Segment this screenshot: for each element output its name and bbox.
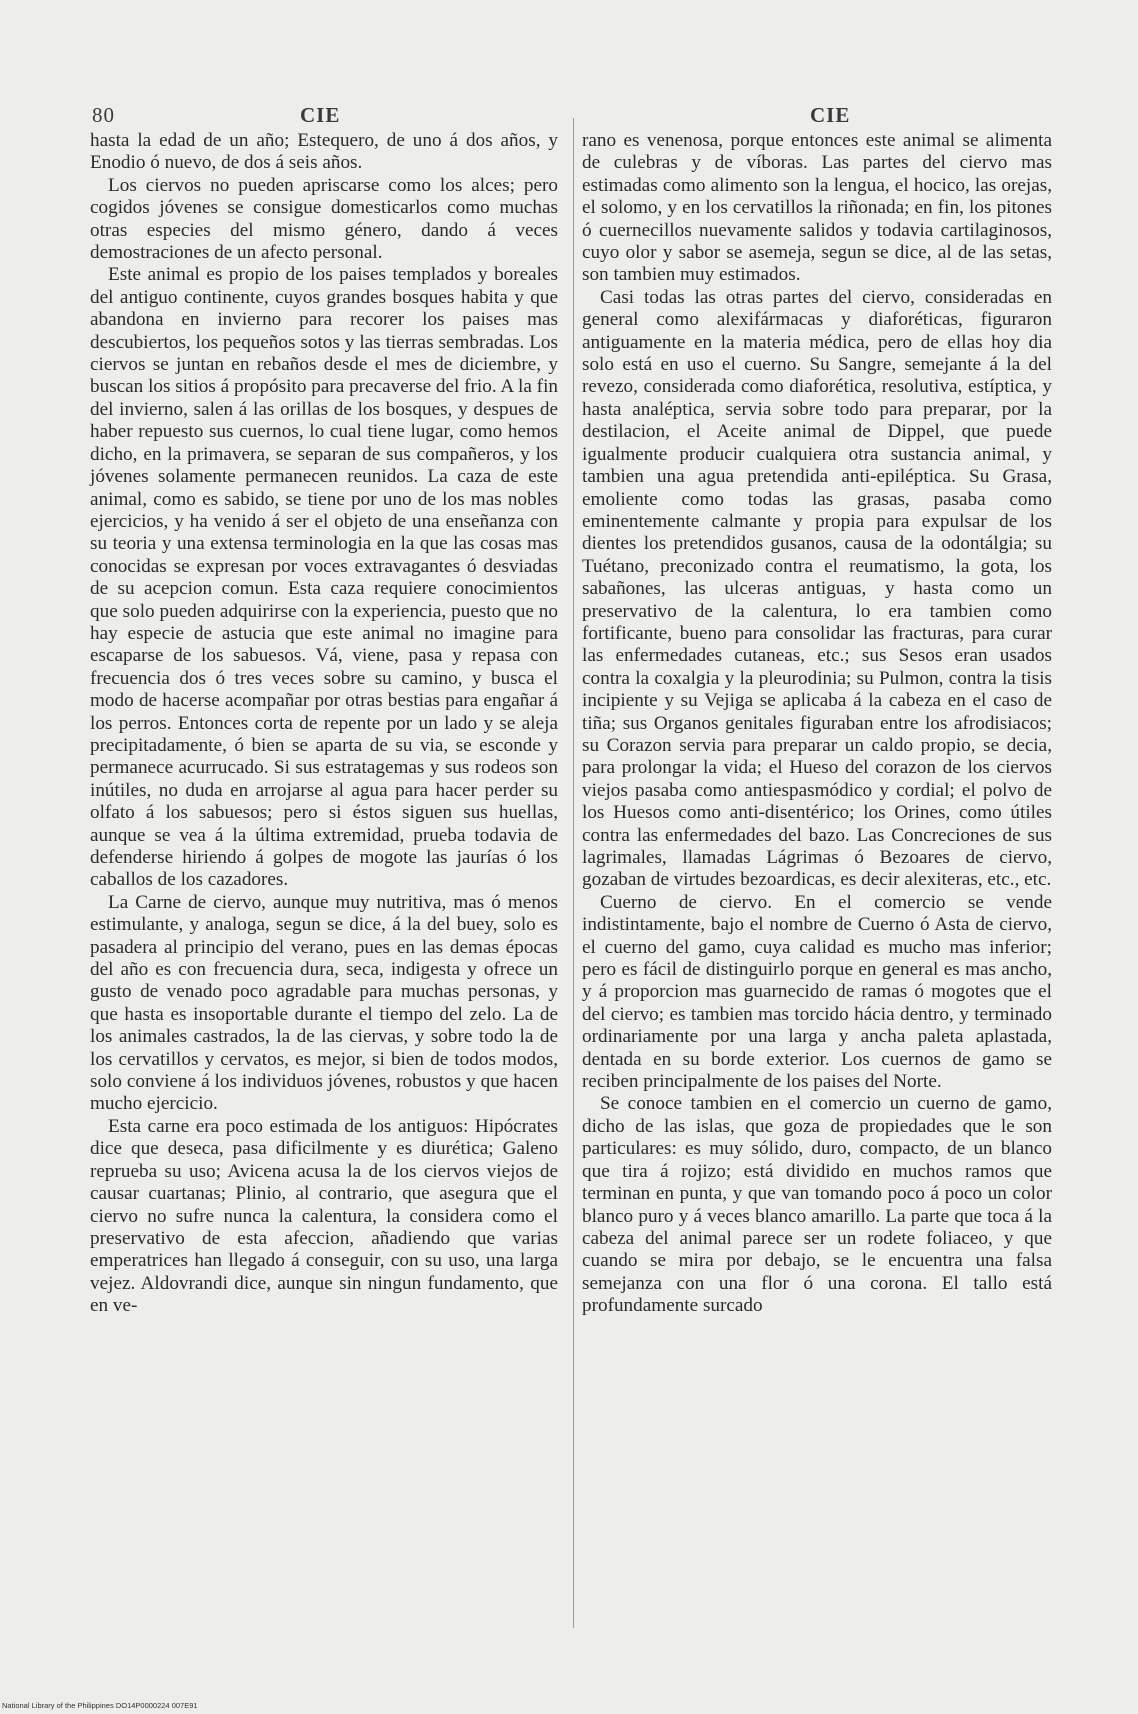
- left-column: [90, 130, 558, 1318]
- page-number: 80: [92, 103, 115, 127]
- right-column: [582, 130, 1052, 1318]
- running-head-left: CIE: [300, 103, 341, 127]
- digitization-footer: National Library of the Philippines DO14P0000224 007E91: [2, 1701, 198, 1710]
- paragraph: Casi todas las otras partes del ciervo, consideradas en general como alexifármacas y diaforéticas, figuraron antiguamente en la materia médica, pero de ellas hoy dia solo está en uso el cuerno. Su Sangre, semejante á la del revezo, considerada como diaforética, resolutiva, estíptica, y hasta analéptica, servia sobre todo para preparar, por la destilacion, el Aceite animal de Dippel, que puede igualmente producir cualquiera otra sustancia animal, y tambien una agua pretendida anti-epiléptica. Su Grasa, emoliente como todas las grasas, pasaba como eminentemente calmante y propia para expulsar de los dientes los pretendidos gusanos, causa de la odontálgia; su Tuétano, preconizado contra el reumatismo, la gota, los sabañones, las ulceras antiguas, y hasta como un preservativo de la calentura, lo era tambien como fortificante, bueno para consolidar las fracturas, para curar las enfermedades cutaneas, etc.; sus Sesos eran usados contra la coxalgia y la pleurodinia; su Pulmon, contra la tisis incipiente y su Vejiga se aplicaba á la cabeza en el caso de tiña; sus Organos genitales figuraban entre los afrodisiacos; su Corazon servia para preparar un caldo propio, se decia, para prolongar la vida; el Hueso del corazon de los ciervos viejos pasaba como antiespasmódico y cordial; el polvo de los Huesos como anti-disentérico; los Orines, como útiles contra las enfermedades del bazo. Las Concreciones de sus lagrimales, llamadas Lágrimas ó Bezoares de ciervo, gozaban de virtudes bezoardicas, es decir alexiteras, etc., etc.: [582, 286, 1052, 891]
- paragraph: Los ciervos no pueden apriscarse como los alces; pero cogidos jóvenes se consigue domesticarlos como muchas otras especies del mismo género, dando á veces demostraciones de un afecto personal.: [90, 174, 558, 264]
- paragraph: hasta la edad de un año; Estequero, de uno á dos años, y Enodio ó nuevo, de dos á seis años.: [90, 130, 558, 174]
- paragraph: rano es venenosa, porque entonces este animal se alimenta de culebras y de víboras. Las partes del ciervo mas estimadas como alimento son la lengua, el hocico, las orejas, el solomo, y en los cervatillos la riñonada; en fin, los pitones ó cuernecillos nuevamente salidos y todavia cartilaginosos, cuyo olor y sabor se asemeja, segun se dice, al de las setas, son tambien muy estimados.: [582, 130, 1052, 286]
- paragraph: La Carne de ciervo, aunque muy nutritiva, mas ó menos estimulante, y analoga, segun se dice, á la del buey, solo es pasadera al principio del verano, pues en las demas épocas del año es con frecuencia dura, seca, indigesta y ofrece un gusto de venado poco agradable para muchas personas, y que hasta es insoportable durante el tiempo del zelo. La de los animales castrados, la de las ciervas, y sobre todo la de los cervatillos y cervatos, es mejor, si bien de todos modos, solo conviene á los individuos jóvenes, robustos y que hacen mucho ejercicio.: [90, 891, 558, 1115]
- paragraph: Se conoce tambien en el comercio un cuerno de gamo, dicho de las islas, que goza de propiedades que le son particulares: es muy sólido, duro, compacto, de un blanco que tira á rojizo; está dividido en muchos ramos que terminan en punta, y que van tomando poco á poco un color blanco puro y á veces blanco amarillo. La parte que toca á la cabeza del animal parece ser un rodete foliaceo, y que cuando se mira por debajo, se le encuentra una falsa semejanza con una flor ó una corona. El tallo está profundamente surcado: [582, 1093, 1052, 1317]
- column-divider: [573, 118, 574, 1628]
- running-head-right: CIE: [810, 103, 851, 127]
- paragraph: Esta carne era poco estimada de los antiguos: Hipócrates dice que deseca, pasa dificilmente y es diurética; Galeno reprueba su uso; Avicena acusa la de los ciervos viejos de causar cuartanas; Plinio, al contrario, que asegura que el ciervo no sufre nunca la calentura, la considera como el preservativo de esta afeccion, añadiendo que varias emperatrices han llegado á conseguir, con su uso, una larga vejez. Aldovrandi dice, aunque sin ningun fundamento, que en ve-: [90, 1115, 558, 1317]
- paragraph: Cuerno de ciervo. En el comercio se vende indistintamente, bajo el nombre de Cuerno ó Asta de ciervo, el cuerno del gamo, cuya calidad es mucho mas inferior; pero es fácil de distinguirlo porque en general es mas ancho, y á proporcion mas guarnecido de ramas ó mogotes que el del ciervo; es tambien mas torcido hácia dentro, y terminado ordinariamente por una larga y ancha paleta aplastada, dentada en su borde exterior. Los cuernos de gamo se reciben principalmente de los paises del Norte.: [582, 891, 1052, 1093]
- paragraph: Este animal es propio de los paises templados y boreales del antiguo continente, cuyos grandes bosques habita y que abandona en invierno para recorer los paises mas descubiertos, los pequeños sotos y las tierras sembradas. Los ciervos se juntan en rebaños desde el mes de diciembre, y buscan los sitios á propósito para precaverse del frio. A la fin del invierno, salen á las orillas de los bosques, y despues de haber repuesto sus cuernos, lo cual tiene lugar, como hemos dicho, en la primavera, se separan de sus compañeros, y los jóvenes solamente permanecen reunidos. La caza de este animal, como es sabido, se tiene por uno de los mas nobles ejercicios, y ha venido á ser el objeto de una enseñanza con su teoria y una extensa terminologia en la que las cosas mas conocidas se expresan por voces extravagantes ó desviadas de su acepcion comun. Esta caza requiere conocimientos que solo pueden adquirirse con la experiencia, puesto que no hay especie de astucia que este animal no imagine para escaparse de los sabuesos. Vá, viene, pasa y repasa con frecuencia dos ó tres veces sobre su camino, y busca el modo de hacerse acompañar por otras bestias para engañar á los perros. Entonces corta de repente por un lado y se aleja precipitadamente, ó bien se aparta de su via, se esconde y permanece acurrucado. Si sus estratagemas y sus rodeos son inútiles, no duda en arrojarse al agua para hacer perder su olfato á los sabuesos; pero si éstos siguen sus huellas, aunque se vea á la última extremidad, prueba todavia de defenderse hiriendo á golpes de mogote las jaurías ó los caballos de los cazadores.: [90, 264, 558, 891]
